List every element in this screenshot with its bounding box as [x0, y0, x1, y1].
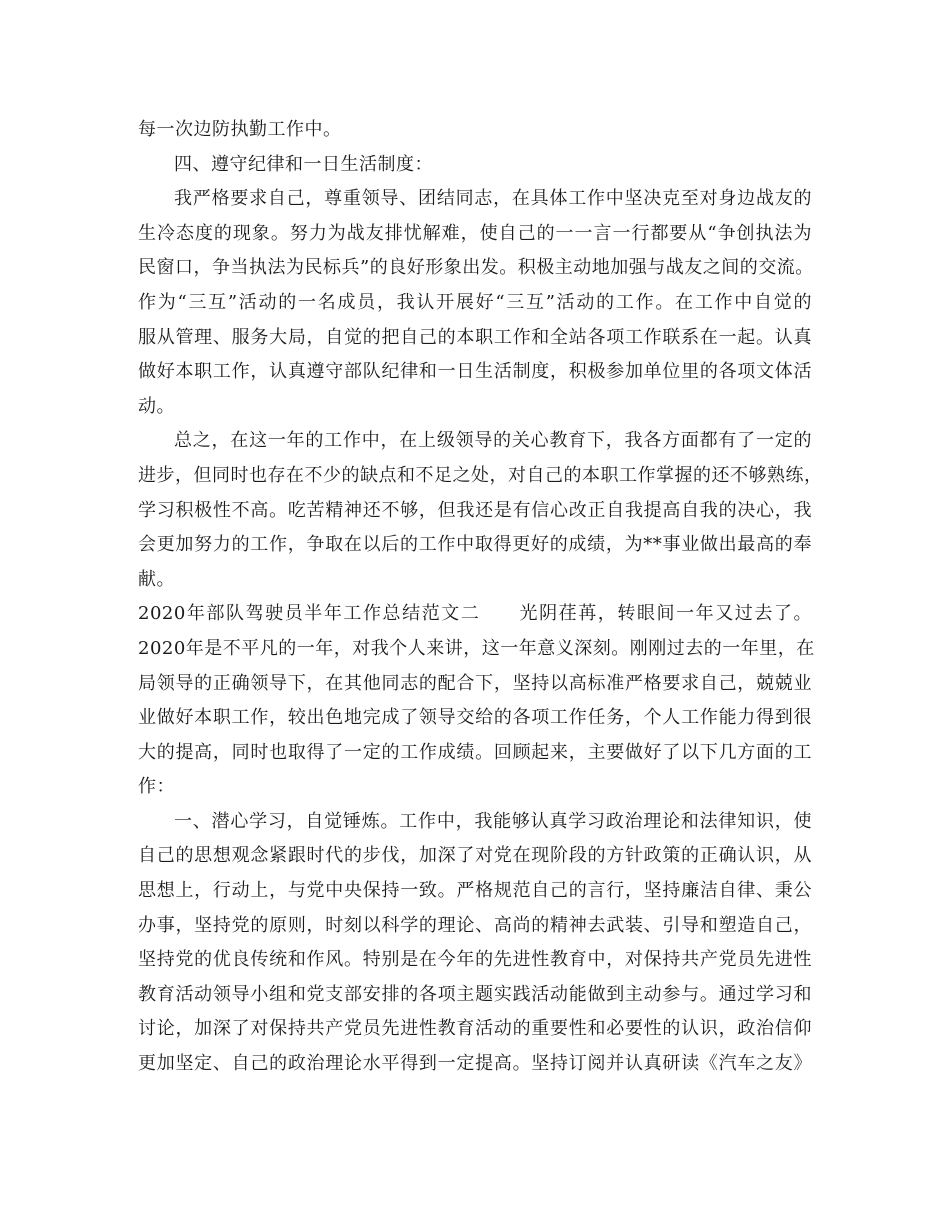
paragraph-line: 我严格要求自己，尊重领导、团结同志，在具体工作中坚决克至对身边战友的 [174, 188, 812, 210]
paragraph-line: 进步，但同时也存在不少的缺点和不足之处，对自己的本职工作掌握的还不够熟练， [138, 464, 823, 486]
paragraph-line: 总之，在这一年的工作中，在上级领导的关心教育下，我各方面都有了一定的 [174, 430, 812, 452]
paragraph-line: 更加坚定、自己的政治理论水平得到一定提高。坚持订阅并认真研读《汽车之友》 [138, 1053, 812, 1075]
paragraph-line: 大的提高，同时也取得了一定的工作成绩。回顾起来，主要做好了以下几方面的工 [138, 741, 812, 763]
paragraph-line: 思想上，行动上，与党中央保持一致。严格规范自己的言行，坚持廉洁自律、秉公 [138, 880, 812, 902]
paragraph-line: 自己的思想观念紧跟时代的步伐，加深了对党在现阶段的方针政策的正确认识，从 [138, 845, 812, 867]
paragraph-line: 教育活动领导小组和党支部安排的各项主题实践活动能做到主动参与。通过学习和 [138, 983, 812, 1005]
paragraph-line: 学习积极性不高。吃苦精神还不够，但我还是有信心改正自我提高自我的决心，我 [138, 499, 812, 521]
paragraph-line: 一、潜心学习，自觉锤炼。工作中，我能够认真学习政治理论和法律知识，使 [174, 810, 812, 832]
paragraph-line: 会更加努力的工作，争取在以后的工作中取得更好的成绩，为**事业做出最高的奉 [138, 534, 812, 556]
paragraph-line: 动。 [138, 395, 175, 417]
document-body [138, 113, 823, 1082]
paragraph-line: 作为“三互”活动的一名成员，我认开展好“三互”活动的工作。在工作中自觉的 [138, 291, 812, 313]
paragraph-line: 业做好本职工作，较出色地完成了领导交给的各项工作任务，个人工作能力得到很 [138, 707, 812, 729]
paragraph-line: 办事，坚持党的原则，时刻以科学的理论、高尚的精神去武装、引导和塑造自己， [138, 914, 812, 936]
paragraph-line: 做好本职工作，认真遵守部队纪律和一日生活制度，积极参加单位里的各项文体活 [138, 361, 812, 383]
section-heading: 四、遵守纪律和一日生活制度： [174, 153, 433, 175]
paragraph-line: 生冷态度的现象。努力为战友排忧解难，使自己的一一言一行都要从“争创执法为 [138, 222, 812, 244]
paragraph-line: 服从管理、服务大局，自觉的把自己的本职工作和全站各项工作联系在一起。认真 [138, 326, 812, 348]
paragraph-line: 民窗口，争当执法为民标兵”的良好形象出发。积极主动地加强与战友之间的交流。 [138, 257, 814, 279]
paragraph-line: 坚持党的优良传统和作风。特别是在今年的先进性教育中，对保持共产党员先进性 [138, 949, 812, 971]
paragraph-line: 2020年是不平凡的一年，对我个人来讲，这一年意义深刻。刚刚过去的一年里，在 [138, 637, 815, 659]
article-title-line: 2020年部队驾驶员半年工作总结范文二 光阴荏苒，转眼间一年又过去了。 [138, 603, 812, 625]
paragraph-line: 献。 [138, 568, 175, 590]
paragraph-line: 讨论，加深了对保持共产党员先进性教育活动的重要性和必要性的认识，政治信仰 [138, 1018, 812, 1040]
paragraph-line: 局领导的正确领导下，在其他同志的配合下，坚持以高标准严格要求自己，兢兢业 [138, 672, 812, 694]
paragraph-line: 作： [138, 776, 175, 798]
paragraph-line: 每一次边防执勤工作中。 [138, 119, 342, 140]
